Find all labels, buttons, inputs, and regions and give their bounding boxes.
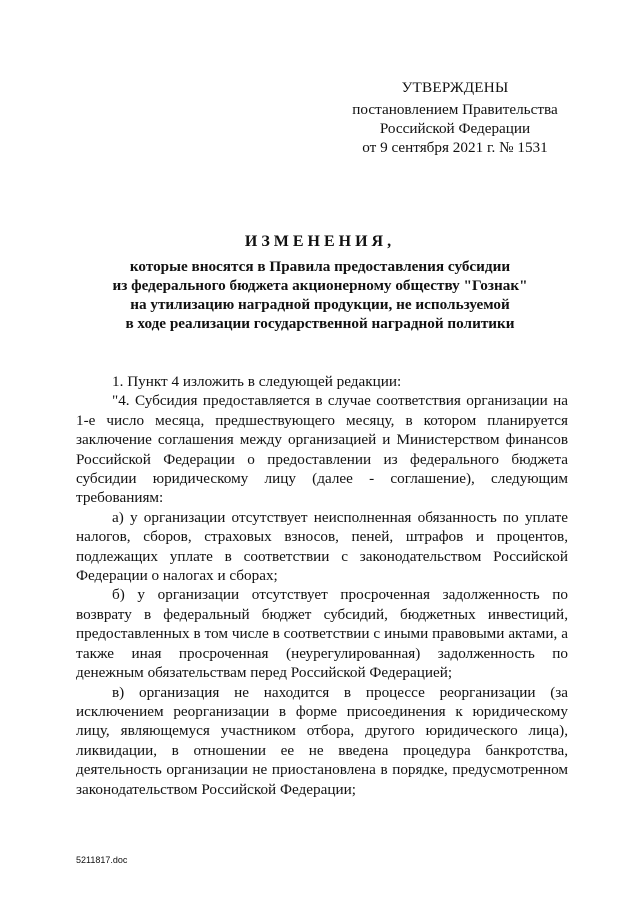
document-body (76, 372, 568, 799)
subtitle-line-4: в ходе реализации государственной наградной политики (125, 315, 515, 332)
document-subtitle (80, 257, 560, 333)
paragraph-3: а) у организации отсутствует неисполненная обязанность по уплате налогов, сборов, страховых взносов, пеней, штрафов и процентов, подлежащих уплате в соответствии с законодательством Российской Федерации о налогах и сборах; (76, 508, 568, 585)
paragraph-5: в) организация не находится в процессе реорганизации (за исключением реорганизации в форме присоединения к юридическому лицу, являющемуся участником отбора, другого юридического лица), ликвидации, в отношении ее не введена процедура банкротства, деятельность организации не приостановлена в порядке, предусмотренном законодательством Российской Федерации; (76, 683, 568, 798)
document-title: ИЗМЕНЕНИЯ, (244, 233, 396, 250)
approval-line-3: от 9 сентября 2021 г. № 1531 (362, 139, 548, 156)
subtitle-line-2: из федерального бюджета акционерному обществу "Гознак" (112, 277, 528, 294)
approval-line-1: постановлением Правительства (352, 101, 558, 118)
approval-line-2: Российской Федерации (379, 120, 531, 137)
subtitle-line-3: на утилизацию наградной продукции, не используемой (130, 296, 510, 313)
paragraph-2: "4. Субсидия предоставляется в случае соответствия организации на 1-е число месяца, предшествующего месяцу, в котором планируется заключение соглашения между организацией и Министерством финансов Российской Федерации о предоставлении из федерального бюджета субсидии юридическому лицу (далее - соглашение), следующим требованиям: (76, 392, 568, 507)
subtitle-line-1: которые вносятся в Правила предоставления субсидии (129, 258, 511, 275)
paragraph-1: 1. Пункт 4 изложить в следующей редакции: (112, 373, 402, 390)
approval-heading: УТВЕРЖДЕНЫ (401, 79, 509, 96)
paragraph-4: б) у организации отсутствует просроченная задолженность по возврату в федеральный бюджет субсидий, бюджетных инвестиций, предоставленных в том числе в соответствии с иными правовыми актами, а также иная просроченная (неурегулированная) задолженность по денежным обязательствам перед Российской Федерацией; (76, 586, 568, 682)
document-code: 5211817.doc (76, 855, 128, 865)
approval-block (330, 78, 580, 157)
